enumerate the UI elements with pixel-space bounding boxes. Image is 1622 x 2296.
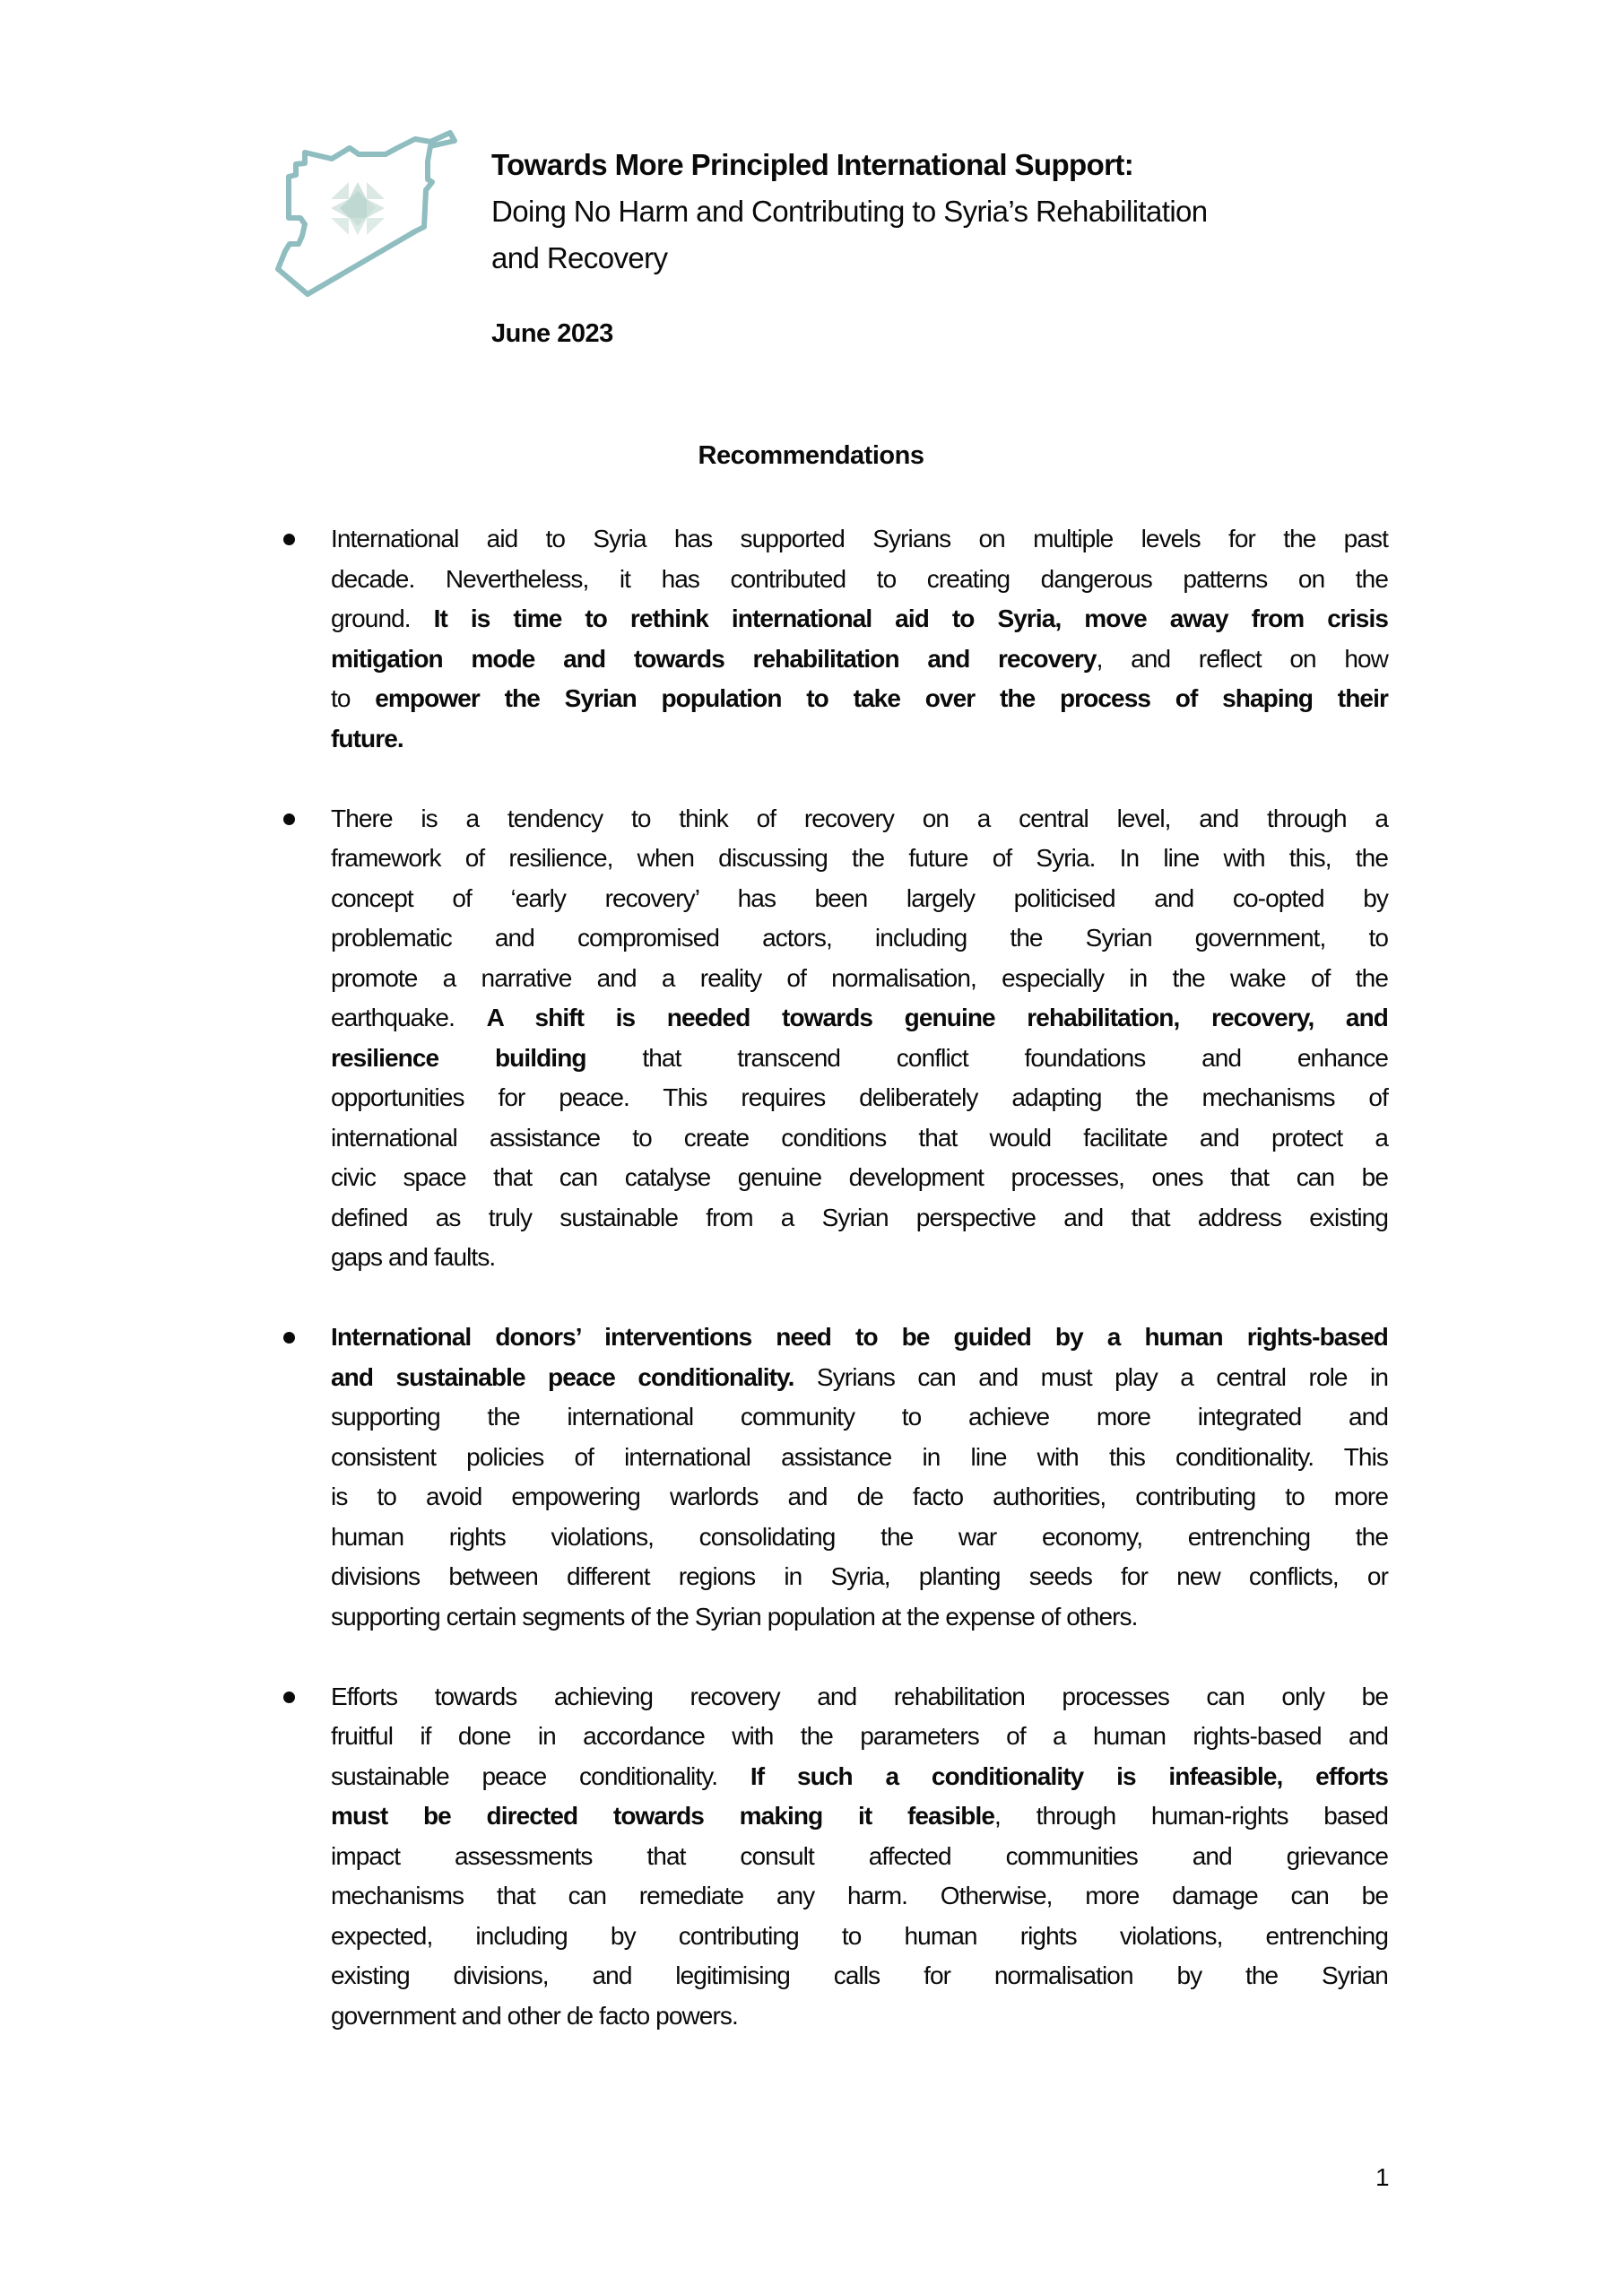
recommendation-text-line [331, 1796, 1388, 1837]
text: , through human-rights based [994, 1802, 1389, 1830]
recommendation-text-line [331, 1118, 1388, 1159]
recommendation-text-line [331, 879, 1388, 919]
recommendation-text-line [331, 839, 1388, 879]
bold-text: It is time to rethink international aid to Syria, move away from crisis [433, 604, 1388, 632]
recommendation-text-line [331, 1717, 1388, 1757]
recommendation-text-line [331, 560, 1388, 600]
recommendation-text-line [331, 998, 1388, 1039]
recommendation-text-line [331, 719, 1388, 760]
recommendation-text-line [331, 1477, 1388, 1518]
text: decade. Nevertheless, it has contributed to creating dangerous patterns on the [331, 564, 1388, 593]
section-heading [0, 441, 1622, 471]
recommendation-text-line [331, 959, 1388, 999]
text: , and reflect on how [1096, 644, 1388, 673]
section-heading-text: Recommendations [698, 441, 924, 470]
text: framework of resilience, when discussing the future of Syria. In line with this, the [331, 844, 1388, 872]
text: sustainable peace conditionality. [331, 1761, 750, 1790]
bold-text: future. [331, 724, 403, 752]
document-date: June 2023 [491, 319, 613, 348]
bold-text: resilience building [331, 1043, 586, 1072]
text: concept of ‘early recovery’ has been largely politicised and co-opted by [331, 883, 1388, 912]
text: fruitful if done in accordance with the parameters of a human rights-based and [331, 1722, 1388, 1750]
bold-text: If such a conditionality is infeasible, efforts [750, 1761, 1388, 1790]
syria-map-logo-icon [269, 126, 466, 305]
text: mechanisms that can remediate any harm. Otherwise, more damage can be [331, 1882, 1388, 1909]
text: supporting certain segments of the Syrian population at the expense of others. [331, 1602, 1138, 1631]
recommendation-text-line [331, 599, 1388, 639]
document-subtitle-line-1: Doing No Harm and Contributing to Syria’s Rehabilitation [491, 195, 1208, 228]
text: that transcend conflict foundations and enhance [585, 1043, 1389, 1072]
text: to [331, 684, 376, 712]
bullet-icon [283, 1692, 295, 1703]
recommendation-text-line [331, 1518, 1388, 1558]
recommendation-text-line [331, 1238, 1388, 1278]
text: government and other de facto powers. [331, 2001, 738, 2030]
recommendation-text-line [331, 639, 1388, 680]
text: supporting the international community to achieve more integrated and [331, 1403, 1388, 1431]
recommendation-text-line [331, 1039, 1388, 1079]
recommendation-text-line [331, 679, 1388, 719]
text: is to avoid empowering warlords and de facto authorities, contributing to more [331, 1483, 1388, 1510]
recommendation-text-line [331, 1557, 1388, 1597]
text: human rights violations, consolidating the war economy, entrenching the [331, 1522, 1388, 1551]
text: impact assessments that consult affected communities and grievance [331, 1841, 1388, 1870]
quilt-motif-icon [331, 182, 385, 235]
recommendation-text-line [331, 1677, 1388, 1718]
bold-text: empower the Syrian population to take over the process of shaping their [375, 684, 1388, 712]
bold-text: International donors’ interventions need to be guided by a human rights-based [331, 1323, 1388, 1351]
text: expected, including by contributing to human rights violations, entrenching [331, 1921, 1388, 1950]
bullet-icon [283, 534, 295, 545]
recommendation-text-line [331, 1397, 1388, 1438]
recommendation-text-line [331, 1837, 1388, 1877]
document-title: Towards More Principled International Support: [491, 148, 1134, 181]
text: opportunities for peace. This requires deliberately adapting the mechanisms of [331, 1083, 1388, 1111]
bold-text: A shift is needed towards genuine rehabilitation, recovery, and [486, 1004, 1389, 1031]
text: civic space that can catalyse genuine development processes, ones that can be [331, 1163, 1388, 1191]
document-subtitle-line-2: and Recovery [491, 241, 668, 274]
text: promote a narrative and a reality of normalisation, especially in the wake of the [331, 963, 1388, 992]
text: Efforts towards achieving recovery and rehabilitation processes can only be [331, 1682, 1388, 1710]
recommendation-text-line [331, 1078, 1388, 1118]
text: problematic and compromised actors, including the Syrian government, to [331, 924, 1388, 952]
recommendation-text-line [331, 519, 1388, 560]
document-title-block [491, 142, 1478, 282]
recommendation-text-line [331, 1438, 1388, 1478]
text: ground. [331, 604, 434, 632]
recommendation-text-line [331, 1158, 1388, 1198]
bold-text: and sustainable peace conditionality. [331, 1362, 794, 1391]
recommendation-text-line [331, 1876, 1388, 1917]
bold-text: must be directed towards making it feasible [331, 1802, 995, 1830]
text: existing divisions, and legitimising calls for normalisation by the Syrian [331, 1961, 1388, 1989]
recommendation-text-line [331, 918, 1388, 959]
recommendation-text-line [331, 1597, 1388, 1638]
text: earthquake. [331, 1004, 487, 1031]
bullet-icon [283, 813, 295, 825]
recommendation-text-line [331, 799, 1388, 839]
text: international assistance to create conditions that would facilitate and protect a [331, 1123, 1388, 1152]
text: consistent policies of international assistance in line with this conditionality. This [331, 1442, 1388, 1471]
recommendation-text-line [331, 1358, 1388, 1398]
text: There is a tendency to think of recovery on a central level, and through a [331, 804, 1388, 832]
page-number: 1 [1375, 2163, 1390, 2191]
recommendation-text-line [331, 1198, 1388, 1239]
recommendation-text-line [331, 1917, 1388, 1957]
text: gaps and faults. [331, 1243, 496, 1271]
recommendation-text-line [331, 1956, 1388, 1996]
text: International aid to Syria has supported Syrians on multiple levels for the past [331, 525, 1388, 552]
recommendation-text-line [331, 1996, 1388, 2037]
text: divisions between different regions in Syria, planting seeds for new conflicts, or [331, 1562, 1388, 1590]
text: defined as truly sustainable from a Syrian perspective and that address existing [331, 1203, 1388, 1231]
text: Syrians can and must play a central role in [794, 1362, 1388, 1391]
bold-text: mitigation mode and towards rehabilitation and recovery [331, 644, 1097, 673]
bullet-icon [283, 1332, 295, 1344]
recommendation-text-line [331, 1757, 1388, 1797]
recommendation-text-line [331, 1318, 1388, 1358]
